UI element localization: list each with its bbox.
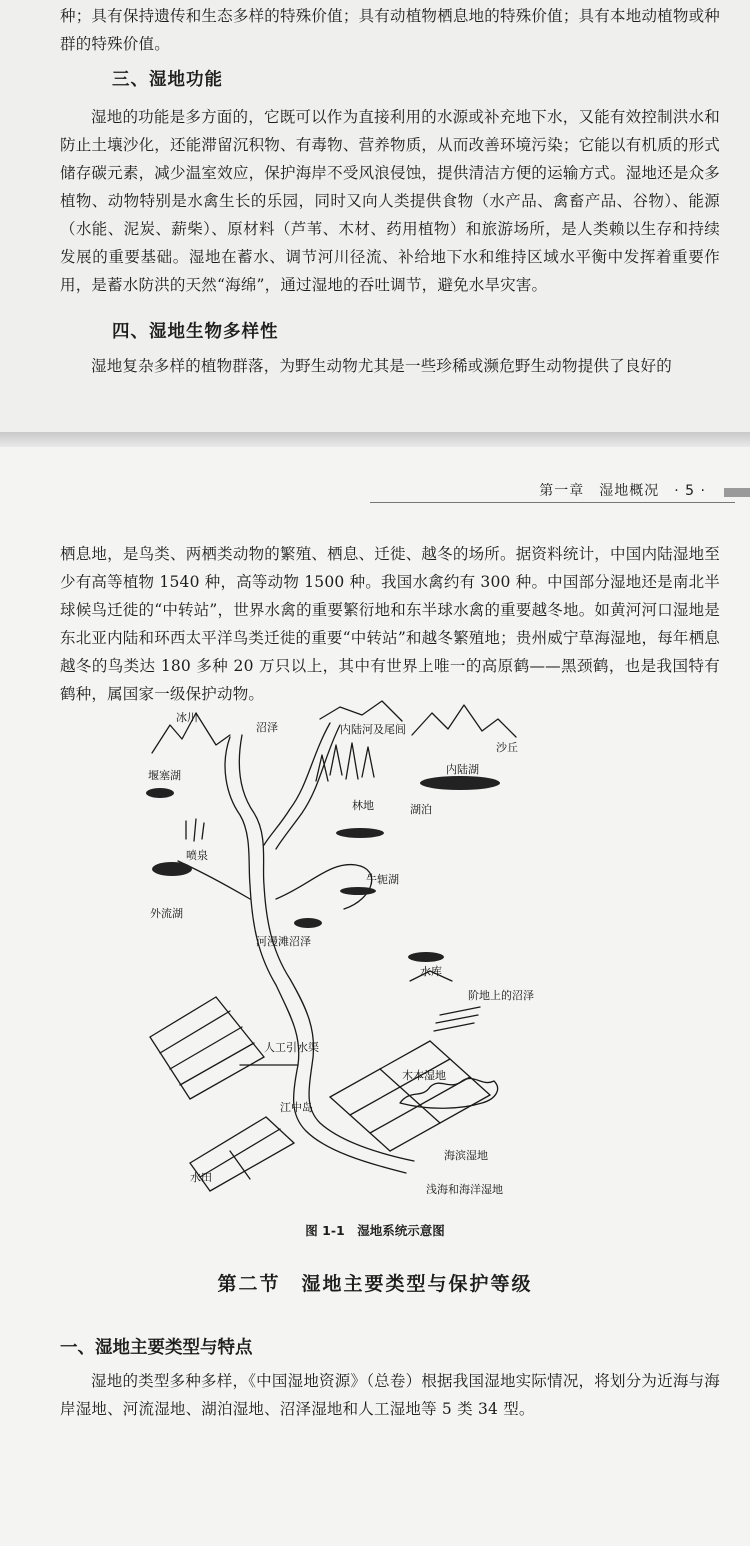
label-inland-river: 内陆河及尾闾	[340, 723, 406, 736]
dammed-lake-shape	[146, 788, 174, 798]
label-canal: 人工引水渠	[264, 1041, 319, 1054]
label-inland-lake: 内陆湖	[446, 763, 479, 776]
inland-lake-shape	[420, 776, 500, 790]
canal-fields	[150, 997, 264, 1099]
reservoir-shape	[408, 952, 444, 962]
label-dune: 沙丘	[496, 741, 518, 754]
label-spring: 喷泉	[186, 849, 208, 862]
spring-marks	[186, 819, 204, 841]
label-island: 江中岛	[280, 1101, 313, 1114]
figure-caption: 图 1-1 湿地系统示意图	[305, 1223, 445, 1238]
section-title: 第二节 湿地主要类型与保护等级	[217, 1273, 533, 1295]
label-reservoir: 水库	[420, 965, 442, 978]
para-types: 湿地的类型多种多样，《中国湿地资源》（总卷）根据我国湿地实际情况，将划分为近海与海岸湿地、河流湿地、湖泊湿地、沼泽湿地和人工湿地等 5 类 34 型。	[60, 1372, 720, 1418]
page-gap	[0, 432, 750, 447]
label-marine: 浅海和海洋湿地	[426, 1183, 503, 1196]
label-terrace-marsh: 阶地上的沼泽	[468, 989, 534, 1002]
main-river-right	[239, 735, 414, 1161]
label-marsh: 沼泽	[256, 721, 278, 734]
para-intro: 种；具有保持遗传和生态多样的特殊价值；具有动植物栖息地的特殊价值；具有本地动植物或种群的特殊价值。	[60, 7, 720, 53]
wetland-diagram	[130, 685, 590, 1200]
chapter-page-label: 第一章 湿地概况 · 5 ·	[539, 483, 706, 499]
section-3-title: 三、湿地功能	[112, 70, 223, 90]
bottom-page	[0, 447, 750, 1546]
lake-shape	[336, 828, 384, 838]
header-rule	[370, 502, 735, 503]
subsection-title: 一、湿地主要类型与特点	[60, 1338, 253, 1358]
label-oxbow: 牛轭湖	[366, 873, 399, 886]
floodplain-shape	[294, 918, 322, 928]
tributary-upper-2	[276, 725, 340, 849]
label-dammed-lake: 堰塞湖	[148, 769, 181, 782]
dune-hills	[412, 705, 516, 737]
main-river-left	[225, 737, 406, 1173]
label-paddy: 水田	[190, 1171, 212, 1184]
label-forest: 林地	[352, 799, 374, 812]
meander	[276, 865, 372, 909]
label-lake: 湖泊	[410, 803, 432, 816]
label-outflow-lake: 外流湖	[150, 907, 183, 920]
section-4-title: 四、湿地生物多样性	[112, 322, 279, 342]
tributary-upper	[264, 723, 330, 845]
para-continued: 栖息地，是鸟类、两栖类动物的繁殖、栖息、迁徙、越冬的场所。据资料统计，中国内陆湿地至少有高等植物 1540 种，高等动物 1500 种。我国水禽约有 300 种。中国部分湿地还是南北半球候鸟迁徙的“中转站”，世界水禽的重要繁衍地和东半球水禽的重要越冬地。如黄河河口湿地是东北亚内陆和环西太平洋鸟类迁徙的重要“中转站”和越冬繁殖地；贵州威宁草海湿地，每年栖息越冬的鸟类达 180 多种 20 万只以上，其中有世界上唯一的高原鹤——黑颈鹤，也是我国特有鹤种，属国家一级保护动物。	[60, 545, 720, 703]
running-header	[370, 480, 750, 504]
label-floodplain-marsh: 河漫滩沼泽	[256, 935, 311, 948]
inland-river-hills	[320, 701, 402, 721]
top-page	[0, 0, 750, 432]
label-coastal: 海滨湿地	[444, 1149, 488, 1162]
section-4-para: 湿地复杂多样的植物群落，为野生动物尤其是一些珍稀或濒危野生动物提供了良好的	[91, 357, 672, 375]
outflow-lake-shape	[152, 862, 192, 876]
header-bar	[724, 488, 750, 497]
label-woody-wetland: 木本湿地	[402, 1069, 446, 1082]
label-glacier: 冰川	[176, 711, 198, 724]
wetland-system-figure	[130, 685, 590, 1200]
woody-wetland-shrubs	[400, 1078, 498, 1108]
oxbow-shape	[340, 887, 376, 895]
section-3-para: 湿地的功能是多方面的，它既可以作为直接利用的水源或补充地下水，又能有效控制洪水和防止土壤沙化，还能滞留沉积物、有毒物、营养物质，从而改善环境污染；它能以有机质的形式储存碳元素，减少温室效应，保护海岸不受风浪侵蚀，提供清洁方便的运输方式。湿地还是众多植物、动物特别是水禽生长的乐园，同时又向人类提供食物（水产品、禽畜产品、谷物）、能源（水能、泥炭、薪柴）、原材料（芦苇、木材、药用植物）和旅游场所，是人类赖以生存和持续发展的重要基础。湿地在蓄水、调节河川径流、补给地下水和维持区域水平衡中发挥着重要作用，是蓄水防洪的天然“海绵”，通过湿地的吞吐调节，避免水旱灾害。	[60, 108, 720, 294]
terrace-marsh	[434, 1007, 480, 1031]
